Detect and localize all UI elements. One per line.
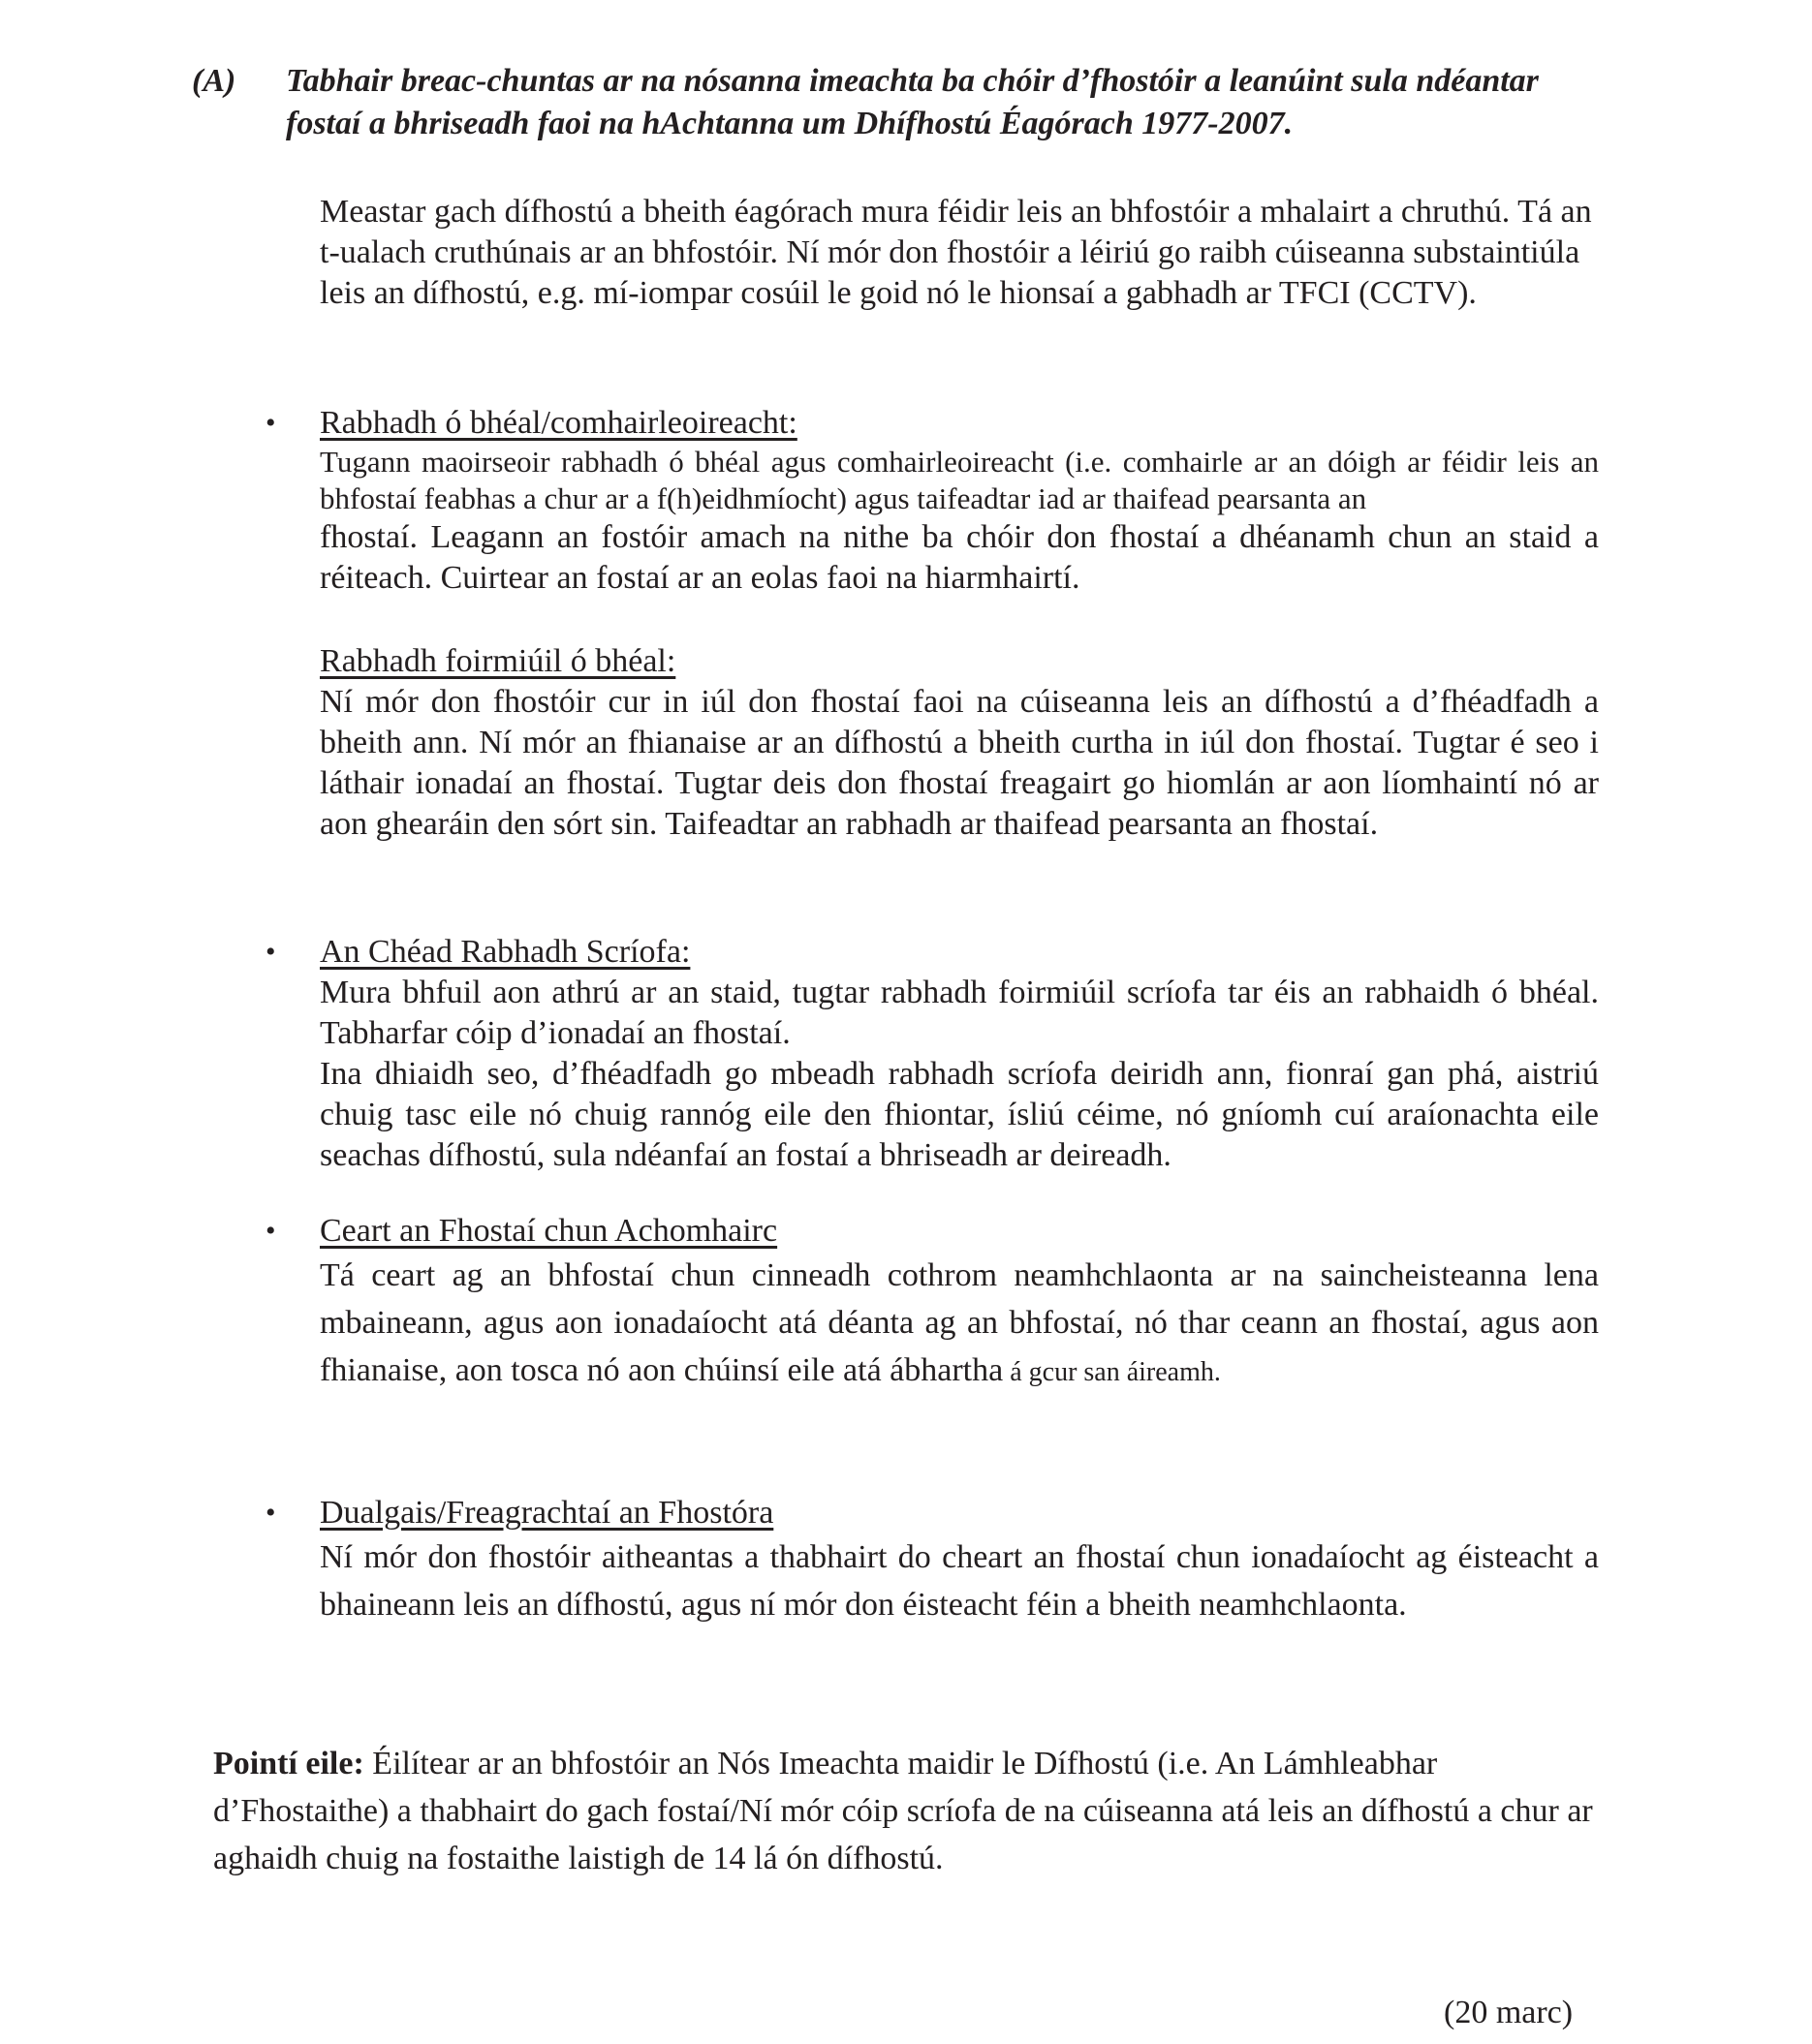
section-body-tail: á gcur san áireamh. (1003, 1357, 1221, 1387)
bullet-icon: • (266, 936, 276, 968)
intro-paragraph: Meastar gach dífhostú a bheith éagórach mura féidir leis an bhfostóir a mhalairt a chruthú. Tá an t-ualach cruthúnais ar an bhfostóir. Ní mór don fhostóir a léiriú go raibh cúiseanna substaintiúla leis an dífhostú, e.g. mí-iompar cosúil le goid nó le hionsaí a gabhadh ar TFCI (CCTV). (320, 194, 1592, 311)
other-points-text: Éilítear ar an bhfostóir an Nós Imeachta maidir le Dífhostú (i.e. An Lámhleabhar d’Fhostaithe) a thabhairt do gach fostaí/Ní mór cóip scríofa de na cúiseanna atá leis an dífhostú a chur ar aghaidh chuig na fostaithe laistigh de 14 lá ón dífhostú. (213, 1746, 1593, 1876)
bullet-icon: • (266, 1497, 276, 1529)
section-heading: Ceart an Fhostaí chun Achomhairc (320, 1213, 778, 1249)
section-heading: An Chéad Rabhadh Scríofa: (320, 934, 691, 970)
section-formal-verbal-warning (320, 641, 1599, 845)
section-verbal-warning (266, 403, 1599, 599)
section-body-main: Tá ceart ag an bhfostaí chun cinneadh cothrom neamhchlaonta ar na saincheisteanna lena mbaineann, agus aon ionadaíocht atá déanta ag an bhfostaí, nó thar ceann an fhostaí, agus aon fhianaise, aon tosca nó aon chúinsí eile atá ábhartha (320, 1257, 1599, 1388)
section-heading: Rabhadh ó bhéal/comhairleoireacht: (320, 405, 797, 441)
section-heading: Rabhadh foirmiúil ó bhéal: (320, 643, 676, 679)
section-right-of-appeal (266, 1211, 1599, 1396)
other-points-label: Pointí eile: (213, 1746, 364, 1781)
section-body (320, 1252, 1599, 1396)
section-body: Ní mór don fhostóir cur in iúl don fhostaí faoi na cúiseanna leis an dífhostú a d’fhéadfadh a bheith ann. Ní mór an fhianaise ar an dífhostú a bheith curtha in iúl don fhostaí. Tugtar é seo i láthair ionadaí an fhostaí. Tugtar deis don fhostaí freagairt go hiomlán ar aon líomhaintí nó ar aon ghearáin den sórt sin. Taifeadtar an rabhadh ar thaifead pearsanta an fhostaí. (320, 684, 1599, 842)
section-body-continued: Ina dhiaidh seo, d’fhéadfadh go mbeadh rabhadh scríofa deiridh ann, fionraí gan phá, aistriú chuig tasc eile nó chuig rannóg eile den fhiontar, ísliú céime, nó gníomh cuí araíonachta eile seachas dífhostú, sula ndéanfaí an fostaí a bhriseadh ar deireadh. (320, 1056, 1599, 1173)
bullet-icon: • (266, 1215, 276, 1247)
question-label: (A) (192, 63, 236, 99)
section-body-small: Tugann maoirseoir rabhadh ó bhéal agus comhairleoireacht (i.e. comhairle ar an dóigh ar féidir leis an bhfostaí feabhas a chur ar a f(h)eidhmíocht) agus taifeadtar iad ar thaifead pearsanta an (320, 445, 1599, 515)
question-heading (192, 60, 1607, 145)
question-text: Tabhair breac-chuntas ar na nósanna imeachta ba chóir d’fhostóir a leanúint sula ndéantar fostaí a bhriseadh faoi na hAchtanna um Dhífhostú Éagórach 1977-2007. (286, 63, 1539, 141)
section-heading: Dualgais/Freagrachtaí an Fhostóra (320, 1495, 774, 1531)
other-points-paragraph (213, 1740, 1599, 1882)
section-first-written-warning (266, 932, 1599, 1176)
section-body: fhostaí. Leagann an fostóir amach na nithe ba chóir don fhostaí a dhéanamh chun an staid a réiteach. Cuirtear an fostaí ar an eolas faoi na hiarmhairtí. (320, 519, 1599, 596)
section-body: Ní mór don fhostóir aitheantas a thabhairt do cheart an fhostaí chun ionadaíocht ag éisteacht a bhaineann leis an dífhostú, agus ní mór don éisteacht féin a bheith neamhchlaonta. (320, 1539, 1599, 1623)
marks-total: (20 marc) (1444, 1995, 1574, 2030)
section-body: Mura bhfuil aon athrú ar an staid, tugtar rabhadh foirmiúil scríofa tar éis an rabhaidh ó bhéal. Tabharfar cóip d’ionadaí an fhostaí. (320, 975, 1599, 1051)
bullet-icon: • (266, 407, 276, 439)
section-employer-duties (266, 1493, 1599, 1628)
